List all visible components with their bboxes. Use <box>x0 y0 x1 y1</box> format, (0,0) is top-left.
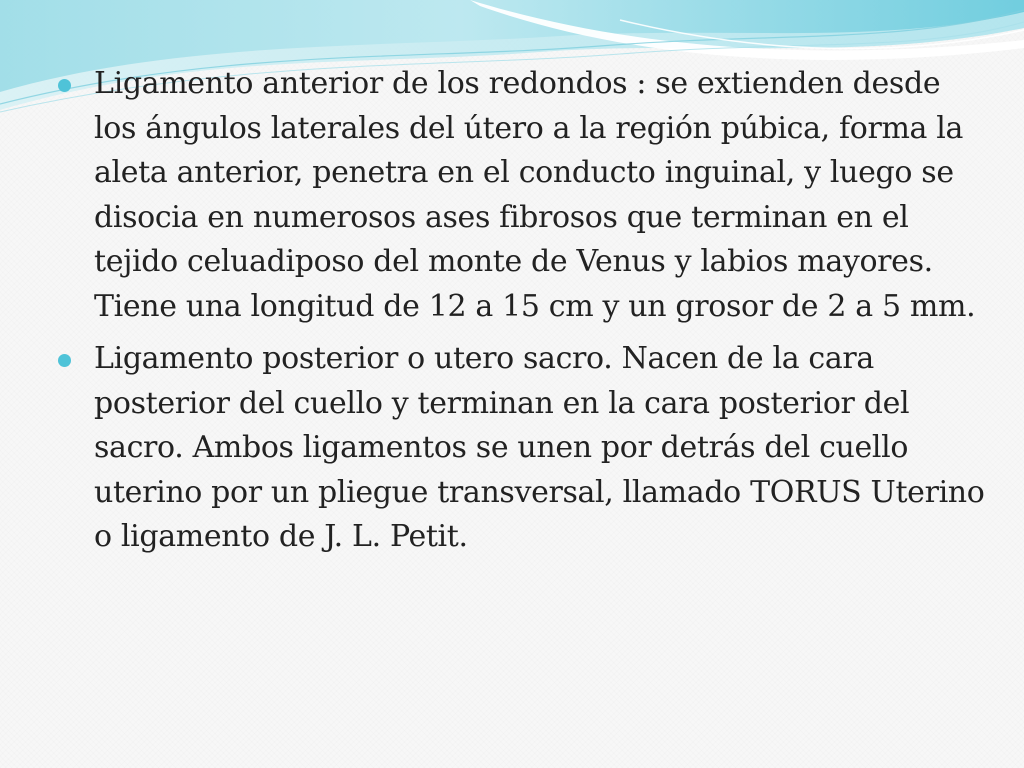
bullet-dot-icon <box>58 354 71 367</box>
bullet-item-anterior-ligament <box>58 62 988 329</box>
bullet-item-posterior-ligament <box>58 337 988 560</box>
bullet-list <box>58 62 988 568</box>
bullet-text: Ligamento posterior o utero sacro. Nacen de la cara posterior del cuello y terminan en la cara posterior del sacro. Ambos ligamentos se unen por detrás del cuello uterino por un pliegue transversal, llamado TORUS Uterino o ligamento de J. L. Petit. <box>94 341 985 554</box>
bullet-text: Ligamento anterior de los redondos : se extienden desde los ángulos laterales del útero a la región púbica, forma la aleta anterior, penetra en el conducto inguinal, y luego se disocia en numerosos ases fibrosos que terminan en el tejido celuadiposo del monte de Venus y labios mayores. Tiene una longitud de 12 a 15 cm y un grosor de 2 a 5 mm. <box>94 66 976 324</box>
bullet-dot-icon <box>58 79 71 92</box>
